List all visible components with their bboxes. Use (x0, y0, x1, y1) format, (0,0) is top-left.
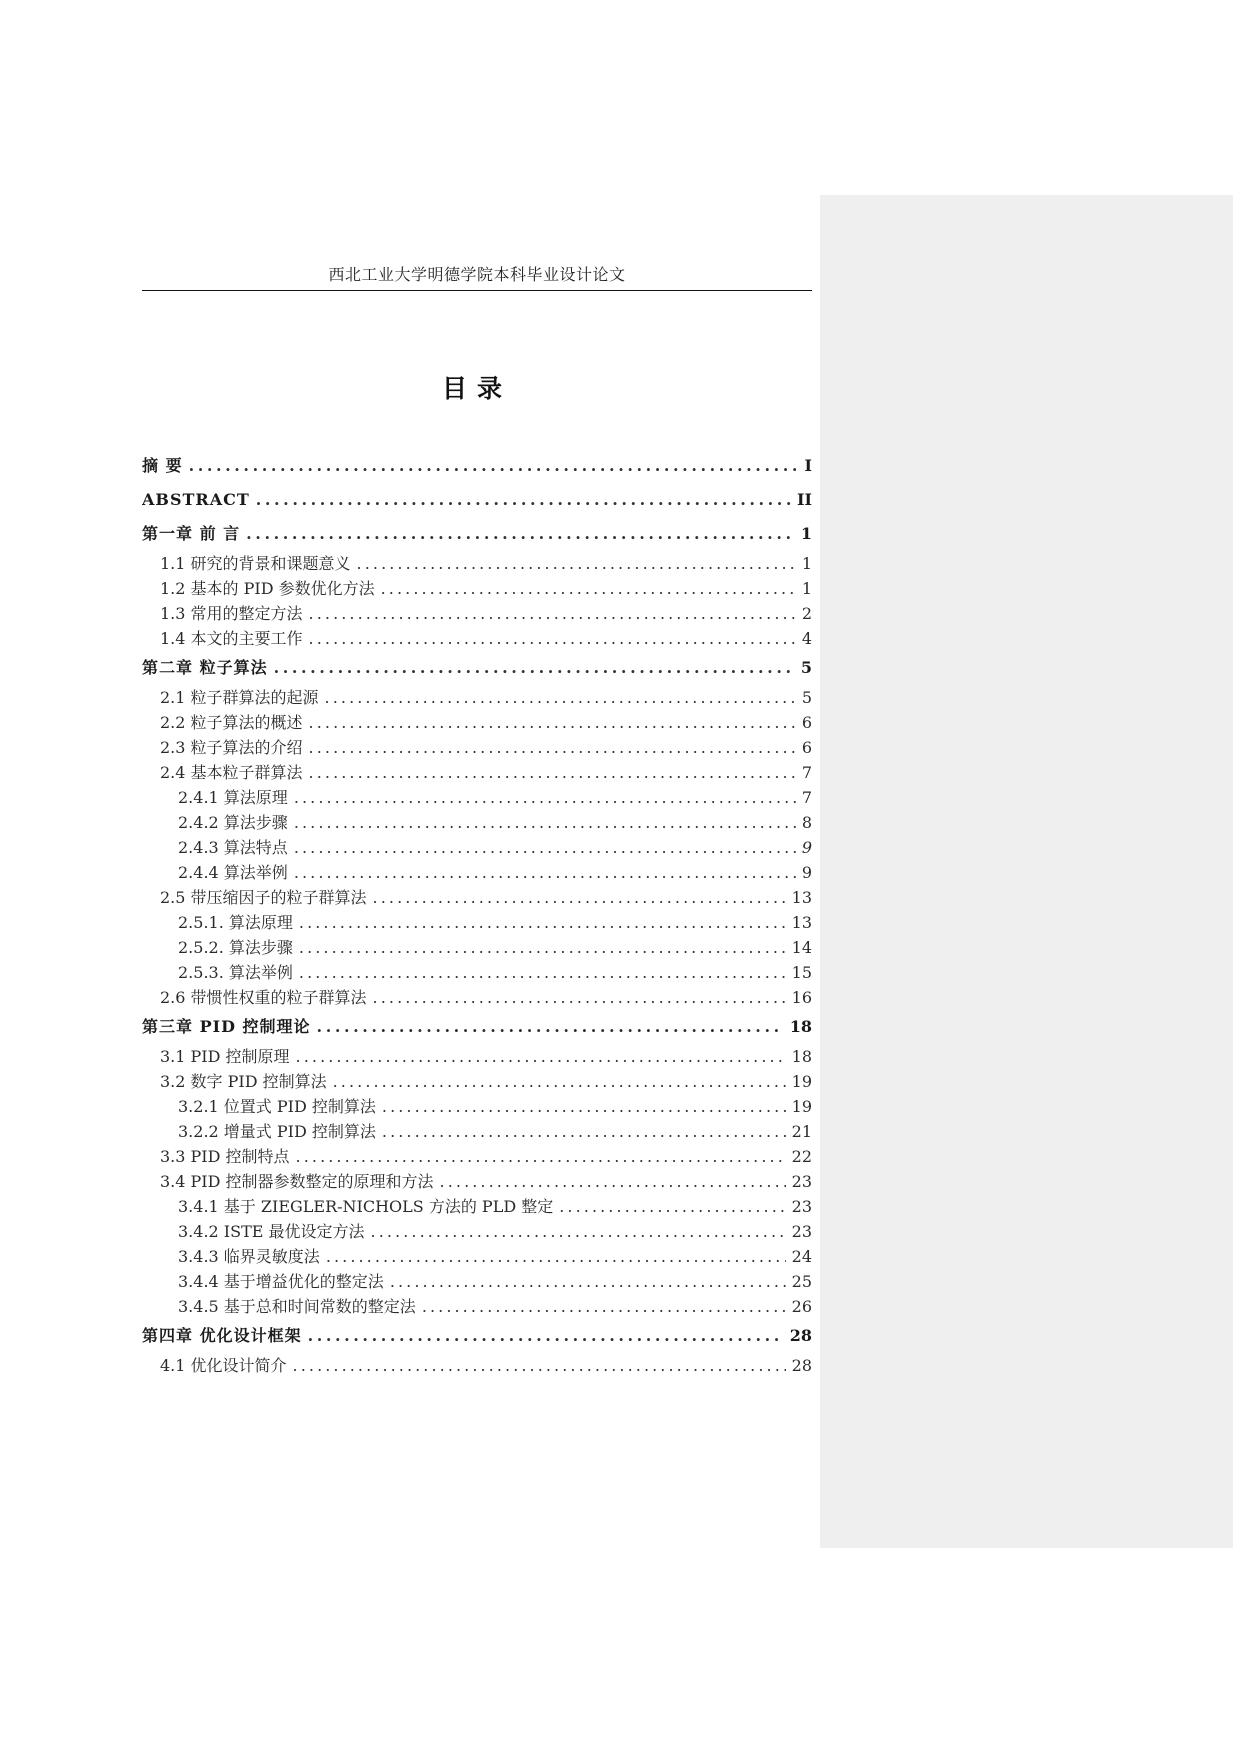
toc-dot-leader (246, 517, 795, 551)
toc-entry-page-number: 1 (800, 524, 812, 543)
toc-dot-leader (440, 1169, 786, 1194)
toc-entry-level-3[interactable] (142, 1194, 812, 1219)
toc-dot-leader (381, 576, 796, 601)
toc-entry-page-number: 18 (791, 1047, 812, 1066)
toc-entry-label: 3.4 PID 控制器参数整定的原理和方法 (160, 1172, 434, 1191)
table-of-contents (142, 449, 812, 1378)
toc-entry-label: 1.4 本文的主要工作 (160, 629, 303, 648)
toc-entry-page-number: 19 (791, 1072, 812, 1091)
toc-entry-level-3[interactable] (142, 1119, 812, 1144)
toc-dot-leader (357, 551, 796, 576)
toc-entry-page-number: 15 (791, 963, 812, 982)
toc-entry-level-2[interactable] (142, 1069, 812, 1094)
toc-entry-level-3[interactable] (142, 785, 812, 810)
toc-dot-leader (382, 1094, 786, 1119)
toc-entry-label: 2.3 粒子算法的介绍 (160, 738, 303, 757)
toc-dot-leader (333, 1069, 786, 1094)
toc-entry-level-1[interactable] (142, 1010, 812, 1044)
toc-entry-label: 3.4.4 基于增益优化的整定法 (178, 1272, 384, 1291)
toc-entry-page-number: 28 (789, 1326, 812, 1345)
toc-entry-level-3[interactable] (142, 1294, 812, 1319)
toc-entry-page-number: 4 (801, 629, 812, 648)
toc-entry-page-number: 9 (801, 863, 812, 882)
toc-entry-page-number: 28 (791, 1356, 812, 1375)
toc-entry-label: 第三章 PID 控制理论 (142, 1017, 311, 1036)
toc-entry-page-number: II (797, 490, 812, 509)
toc-entry-page-number: 2 (801, 604, 812, 623)
toc-entry-page-number: 13 (791, 913, 812, 932)
running-header: 西北工业大学明德学院本科毕业设计论文 (142, 262, 812, 291)
toc-dot-leader (325, 685, 796, 710)
toc-entry-level-2[interactable] (142, 710, 812, 735)
toc-entry-level-3[interactable] (142, 935, 812, 960)
toc-entry-level-3[interactable] (142, 835, 812, 860)
toc-dot-leader (294, 785, 796, 810)
toc-entry-page-number: 9 (801, 838, 812, 857)
toc-entry-page-number: 26 (791, 1297, 812, 1316)
toc-entry-label: 2.5 带压缩因子的粒子群算法 (160, 888, 367, 907)
toc-entry-label: 2.5.2. 算法步骤 (178, 938, 293, 957)
toc-dot-leader (294, 860, 796, 885)
toc-dot-leader (309, 760, 796, 785)
toc-entry-label: 2.4.1 算法原理 (178, 788, 288, 807)
toc-entry-level-1[interactable] (142, 517, 812, 551)
toc-entry-label: 3.2.2 增量式 PID 控制算法 (178, 1122, 376, 1141)
toc-entry-label: 2.4.3 算法特点 (178, 838, 288, 857)
toc-entry-page-number: 8 (801, 813, 812, 832)
toc-entry-level-2[interactable] (142, 1144, 812, 1169)
toc-entry-page-number: 21 (791, 1122, 812, 1141)
toc-entry-level-1[interactable] (142, 651, 812, 685)
toc-dot-leader (294, 810, 796, 835)
toc-entry-label: 第一章 前 言 (142, 524, 241, 543)
toc-entry-level-2[interactable] (142, 1044, 812, 1069)
toc-title: 目录 (441, 374, 512, 403)
toc-entry-level-2[interactable] (142, 626, 812, 651)
toc-entry-page-number: 13 (791, 888, 812, 907)
toc-entry-level-2[interactable] (142, 601, 812, 626)
toc-entry-page-number: I (804, 456, 812, 475)
toc-entry-label: 2.5.1. 算法原理 (178, 913, 293, 932)
toc-dot-leader (296, 1144, 786, 1169)
toc-entry-level-3[interactable] (142, 1219, 812, 1244)
toc-entry-page-number: 18 (789, 1017, 812, 1036)
toc-entry-level-3[interactable] (142, 810, 812, 835)
toc-entry-page-number: 24 (791, 1247, 812, 1266)
toc-dot-leader (309, 735, 796, 760)
toc-entry-page-number: 5 (801, 688, 812, 707)
toc-entry-level-1[interactable] (142, 483, 812, 517)
toc-entry-level-3[interactable] (142, 1269, 812, 1294)
toc-dot-leader (308, 1319, 784, 1353)
toc-entry-label: 2.4.2 算法步骤 (178, 813, 288, 832)
toc-dot-leader (373, 885, 786, 910)
toc-entry-page-number: 7 (801, 763, 812, 782)
toc-entry-level-2[interactable] (142, 985, 812, 1010)
toc-entry-label: 第二章 粒子算法 (142, 658, 268, 677)
toc-entry-label: 1.3 常用的整定方法 (160, 604, 303, 623)
toc-dot-leader (382, 1119, 786, 1144)
toc-entry-label: 3.4.5 基于总和时间常数的整定法 (178, 1297, 416, 1316)
toc-dot-leader (296, 1044, 786, 1069)
toc-entry-label: 2.4 基本粒子群算法 (160, 763, 303, 782)
toc-entry-level-2[interactable] (142, 685, 812, 710)
toc-entry-label: 2.4.4 算法举例 (178, 863, 288, 882)
toc-dot-leader (373, 985, 786, 1010)
toc-entry-level-3[interactable] (142, 1244, 812, 1269)
toc-entry-page-number: 23 (791, 1172, 812, 1191)
toc-entry-label: 第四章 优化设计框架 (142, 1326, 302, 1345)
toc-entry-level-1[interactable] (142, 1319, 812, 1353)
toc-dot-leader (299, 935, 786, 960)
document-page (142, 262, 812, 1378)
toc-dot-leader (559, 1194, 785, 1219)
toc-entry-label: 2.6 带惯性权重的粒子群算法 (160, 988, 367, 1007)
toc-dot-leader (189, 449, 799, 483)
toc-entry-level-2[interactable] (142, 551, 812, 576)
toc-entry-level-1[interactable] (142, 449, 812, 483)
toc-entry-level-2[interactable] (142, 885, 812, 910)
toc-entry-page-number: 7 (801, 788, 812, 807)
toc-entry-page-number: 6 (801, 738, 812, 757)
toc-entry-page-number: 5 (800, 658, 812, 677)
toc-entry-label: 3.4.1 基于 ZIEGLER-NICHOLS 方法的 PLD 整定 (178, 1197, 554, 1216)
toc-entry-level-2[interactable] (142, 1169, 812, 1194)
toc-entry-label: 3.2.1 位置式 PID 控制算法 (178, 1097, 376, 1116)
toc-entry-label: 1.2 基本的 PID 参数优化方法 (160, 579, 375, 598)
toc-entry-page-number: 16 (791, 988, 812, 1007)
toc-dot-leader (299, 910, 786, 935)
toc-entry-level-3[interactable] (142, 960, 812, 985)
toc-entry-label: 1.1 研究的背景和课题意义 (160, 554, 351, 573)
toc-entry-label: 摘 要 (142, 456, 183, 475)
toc-entry-page-number: 14 (791, 938, 812, 957)
toc-dot-leader (294, 835, 796, 860)
toc-entry-label: 2.5.3. 算法举例 (178, 963, 293, 982)
toc-entry-level-2[interactable] (142, 576, 812, 601)
toc-dot-leader (422, 1294, 786, 1319)
toc-entry-level-3[interactable] (142, 910, 812, 935)
toc-dot-leader (293, 1353, 786, 1378)
toc-entry-label: 3.3 PID 控制特点 (160, 1147, 290, 1166)
toc-entry-page-number: 25 (791, 1272, 812, 1291)
toc-entry-level-2[interactable] (142, 1353, 812, 1378)
toc-entry-page-number: 22 (791, 1147, 812, 1166)
toc-entry-label: 3.2 数字 PID 控制算法 (160, 1072, 327, 1091)
toc-entry-label: 3.4.3 临界灵敏度法 (178, 1247, 320, 1266)
toc-dot-leader (299, 960, 786, 985)
toc-dot-leader (309, 601, 796, 626)
comment-markup-pane (820, 195, 1233, 1548)
toc-entry-level-2[interactable] (142, 735, 812, 760)
toc-dot-leader (256, 483, 791, 517)
toc-dot-leader (309, 710, 796, 735)
toc-entry-level-3[interactable] (142, 1094, 812, 1119)
toc-entry-level-3[interactable] (142, 860, 812, 885)
toc-dot-leader (326, 1244, 786, 1269)
toc-entry-label: 3.4.2 ISTE 最优设定方法 (178, 1222, 365, 1241)
toc-entry-label: ABSTRACT (142, 490, 250, 509)
toc-entry-page-number: 23 (791, 1222, 812, 1241)
toc-entry-label: 3.1 PID 控制原理 (160, 1047, 290, 1066)
toc-dot-leader (371, 1219, 786, 1244)
toc-entry-label: 2.1 粒子群算法的起源 (160, 688, 319, 707)
toc-entry-page-number: 6 (801, 713, 812, 732)
toc-entry-page-number: 1 (801, 554, 812, 573)
toc-entry-level-2[interactable] (142, 760, 812, 785)
toc-entry-label: 4.1 优化设计简介 (160, 1356, 287, 1375)
toc-dot-leader (317, 1010, 784, 1044)
toc-entry-page-number: 23 (791, 1197, 812, 1216)
toc-entry-page-number: 19 (791, 1097, 812, 1116)
toc-dot-leader (309, 626, 796, 651)
toc-entry-label: 2.2 粒子算法的概述 (160, 713, 303, 732)
toc-entry-page-number: 1 (801, 579, 812, 598)
toc-dot-leader (390, 1269, 786, 1294)
toc-dot-leader (274, 651, 795, 685)
